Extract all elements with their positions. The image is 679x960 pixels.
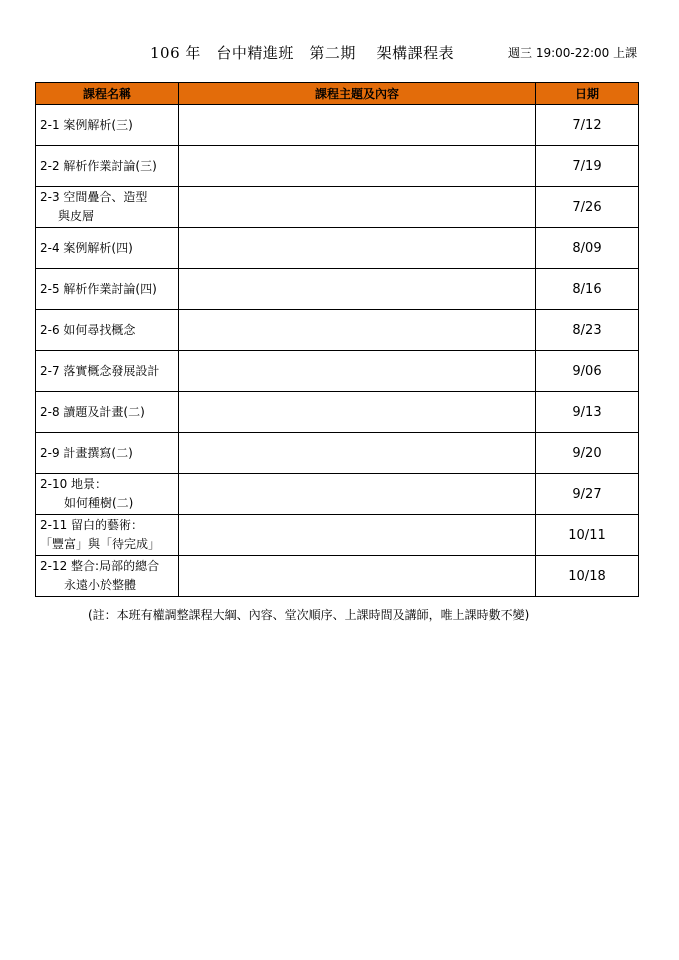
table-row xyxy=(36,556,639,597)
schedule-text: 週三 19:00-22:00 上課 xyxy=(508,46,638,60)
course-content-cell xyxy=(179,146,536,187)
course-name: 2-11 留白的藝術： xyxy=(40,518,144,532)
table-row xyxy=(36,351,639,392)
course-name-cell xyxy=(36,515,179,556)
table-row xyxy=(36,146,639,187)
course-name: 2-4 案例解析(四) xyxy=(40,240,133,255)
course-name-cell xyxy=(36,146,179,187)
course-date: 7/12 xyxy=(536,105,639,146)
column-header-course-name: 課程名稱 xyxy=(36,83,179,105)
course-date: 9/13 xyxy=(536,392,639,433)
course-content-cell xyxy=(179,392,536,433)
course-name: 2-9 計畫撰寫(二) xyxy=(40,445,133,460)
course-name: 2-6 如何尋找概念 xyxy=(40,322,136,337)
course-name: 2-12 整合:局部的總合 xyxy=(40,559,160,573)
course-name-continued: 永遠小於整體 xyxy=(64,578,137,592)
course-date: 7/19 xyxy=(536,146,639,187)
page-title: 106 年 台中精進班 第二期 架構課程表 xyxy=(150,44,455,62)
table-row xyxy=(36,392,639,433)
table-row xyxy=(36,228,639,269)
course-date: 8/23 xyxy=(536,310,639,351)
course-date: 7/26 xyxy=(536,187,639,228)
footer-note: (註：本班有權調整課程大綱、內容、堂次順序、上課時間及講師，唯上課時數不變) xyxy=(88,608,530,622)
course-date: 9/27 xyxy=(536,474,639,515)
course-name-cell xyxy=(36,474,179,515)
course-name-cell xyxy=(36,351,179,392)
course-name: 2-10 地景： xyxy=(40,477,108,491)
course-name-cell xyxy=(36,392,179,433)
course-content-cell xyxy=(179,269,536,310)
course-name: 2-8 讀題及計畫(二) xyxy=(40,404,145,419)
table-row xyxy=(36,433,639,474)
column-header-topic-content: 課程主題及內容 xyxy=(179,83,536,105)
course-name-cell xyxy=(36,228,179,269)
course-name-cell xyxy=(36,433,179,474)
course-content-cell xyxy=(179,228,536,269)
course-name-continued: 「豐富」與「待完成」 xyxy=(40,537,161,551)
course-name-cell xyxy=(36,187,179,228)
course-content-cell xyxy=(179,187,536,228)
column-header-date: 日期 xyxy=(536,83,639,105)
course-date: 10/18 xyxy=(536,556,639,597)
course-name: 2-2 解析作業討論(三) xyxy=(40,158,157,173)
course-content-cell xyxy=(179,556,536,597)
course-content-cell xyxy=(179,310,536,351)
table-header-row xyxy=(36,83,639,105)
table-row xyxy=(36,105,639,146)
course-name: 2-7 落實概念發展設計 xyxy=(40,363,160,378)
course-name-continued: 與皮層 xyxy=(58,209,95,223)
course-name: 2-3 空間疊合、造型 xyxy=(40,190,148,204)
table-row xyxy=(36,269,639,310)
table-row xyxy=(36,310,639,351)
course-date: 8/16 xyxy=(536,269,639,310)
course-content-cell xyxy=(179,105,536,146)
course-date: 10/11 xyxy=(536,515,639,556)
table-row xyxy=(36,474,639,515)
course-date: 9/06 xyxy=(536,351,639,392)
course-date: 8/09 xyxy=(536,228,639,269)
course-content-cell xyxy=(179,515,536,556)
course-date: 9/20 xyxy=(536,433,639,474)
course-name-cell xyxy=(36,105,179,146)
course-name-cell xyxy=(36,556,179,597)
table-row xyxy=(36,515,639,556)
course-table xyxy=(35,82,639,597)
course-name-continued: 如何種樹(二) xyxy=(64,496,134,510)
course-name-cell xyxy=(36,269,179,310)
course-name-cell xyxy=(36,310,179,351)
course-content-cell xyxy=(179,474,536,515)
course-content-cell xyxy=(179,351,536,392)
course-name: 2-5 解析作業討論(四) xyxy=(40,281,157,296)
table-row xyxy=(36,187,639,228)
course-content-cell xyxy=(179,433,536,474)
course-name: 2-1 案例解析(三) xyxy=(40,117,133,132)
